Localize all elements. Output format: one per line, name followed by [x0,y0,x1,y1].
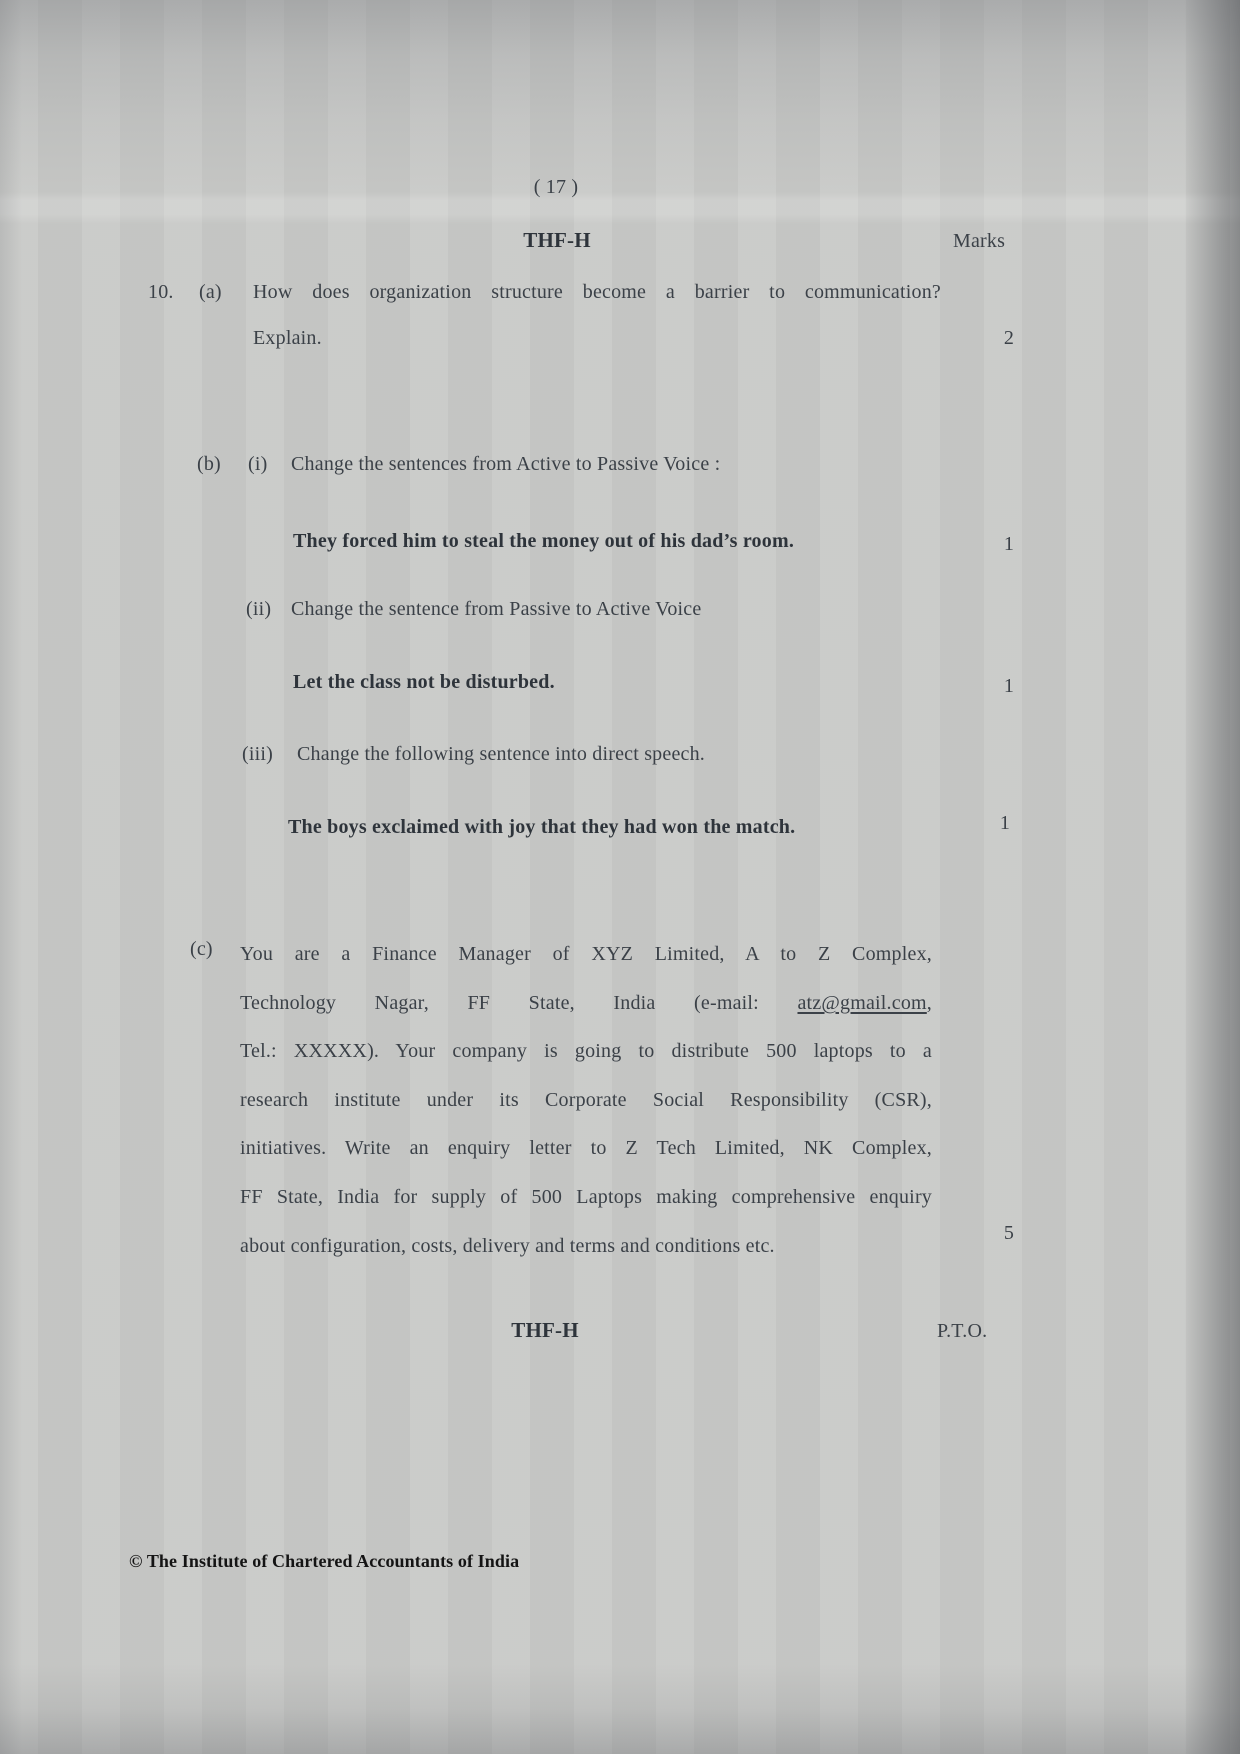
question-number: 10. [148,281,174,303]
part-c-line-2-post: , [926,991,932,1014]
part-b-iii-marks: 1 [999,812,1011,834]
part-c-line-7: about configuration, costs, delivery and terms and conditions etc. [240,1234,775,1257]
part-b-ii-sentence: Let the class not be disturbed. [293,671,555,693]
part-b-i-sentence: They forced him to steal the money out of his dad’s room. [293,530,795,552]
part-b-ii-label: (ii) [246,598,272,620]
part-c-line-6: FF State, India for supply of 500 Laptops making comprehensive enquiry [240,1185,932,1208]
part-c-line-5: initiatives. Write an enquiry letter to Z Tech Limited, NK Complex, [240,1137,932,1160]
part-c-line-1: You are a Finance Manager of XYZ Limited, A to Z Complex, [240,943,932,965]
part-c-line-2 [240,979,932,1028]
part-a-label: (a) [199,281,222,303]
footer-paper-code: THF-H [511,1318,579,1342]
part-b-i-prompt: Change the sentences from Active to Passive Voice : [291,453,721,475]
part-b-ii-prompt: Change the sentence from Passive to Active Voice [291,598,702,620]
pto-label: P.T.O. [937,1320,988,1342]
marks-column-header: Marks [953,230,1006,252]
part-c-line-4: research institute under its Corporate Social Responsibility (CSR), [240,1088,932,1111]
part-b-ii-marks: 1 [1003,675,1015,697]
part-a-question-text-continued: Explain. [253,327,322,349]
part-c-paragraph [240,930,932,1270]
page-number: ( 17 ) [533,176,579,198]
part-b-i-marks: 1 [1003,533,1015,555]
paper-code-header: THF-H [523,228,591,252]
part-a-marks: 2 [1003,327,1015,349]
part-b-i-label: (i) [248,453,268,475]
copyright-notice: © The Institute of Chartered Accountants of India [129,1551,520,1571]
part-c-marks: 5 [1003,1222,1015,1244]
part-b-iii-label: (iii) [242,743,273,765]
part-b-label: (b) [197,453,221,475]
part-c-line-3: Tel.: XXXXX). Your company is going to distribute 500 laptops to a [240,1040,932,1063]
part-b-iii-prompt: Change the following sentence into direct speech. [297,743,706,765]
email-text: atz@gmail.com [797,991,927,1014]
part-b-iii-sentence: The boys exclaimed with joy that they had won the match. [288,816,796,838]
part-c-label: (c) [190,938,213,960]
part-c-line-2-pre: Technology Nagar, FF State, India (e-mail: [240,991,759,1014]
part-a-question-text: How does organization structure become a barrier to communication? [253,281,941,303]
